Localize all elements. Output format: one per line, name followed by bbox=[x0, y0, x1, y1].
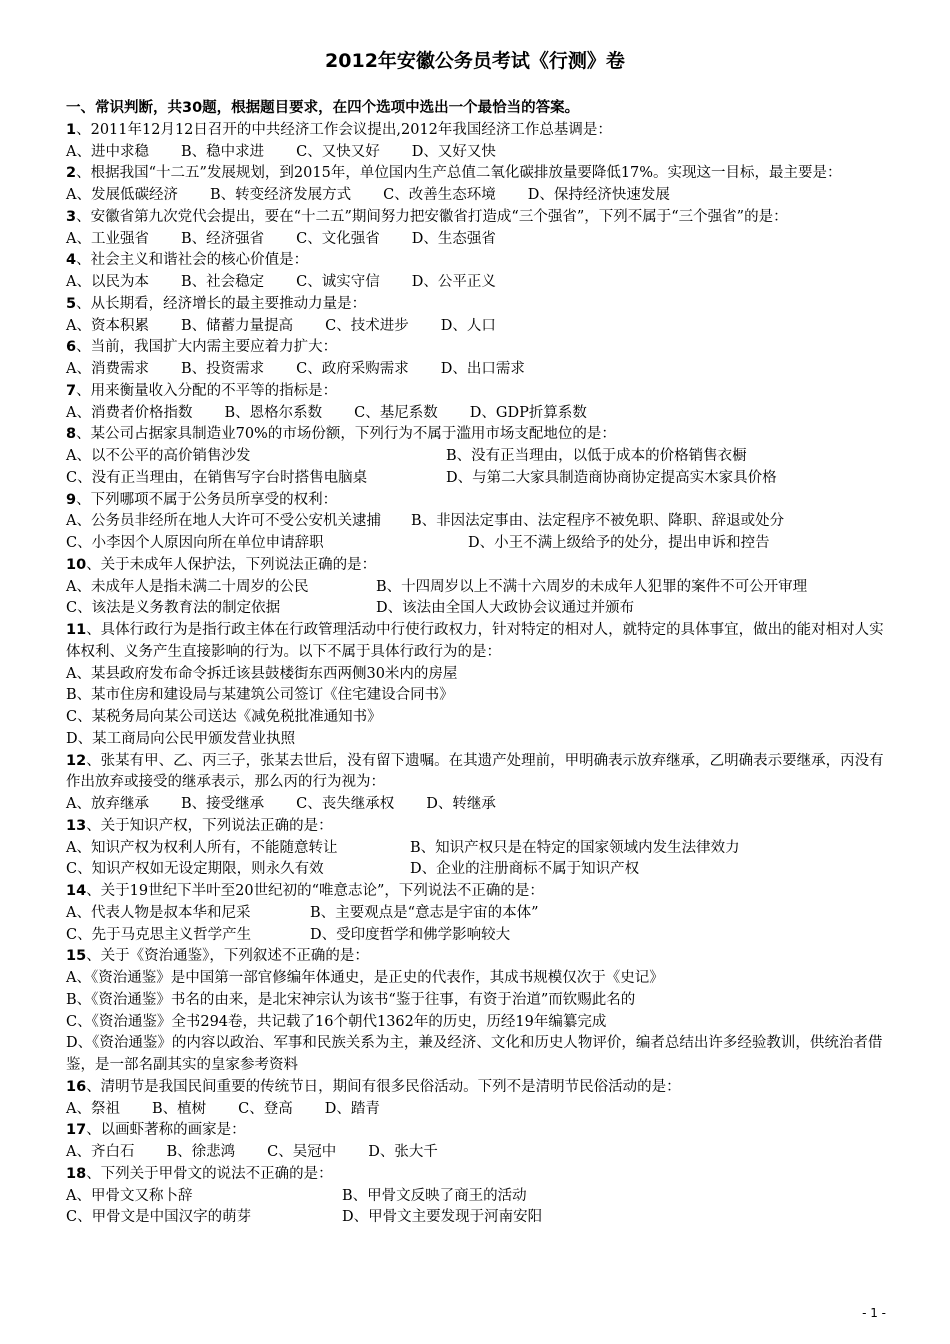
options-row bbox=[66, 446, 886, 468]
question-text: 、根据我国“十二五”发展规划，到2015年，单位国内生产总值二氧化碳排放量要降低17%。实现这一目标，最主要是： bbox=[76, 165, 842, 182]
question-1 bbox=[66, 120, 886, 142]
option-d: D、出口需求 bbox=[440, 361, 525, 377]
question-text: 、关于未成年人保护法，下列说法正确的是： bbox=[86, 556, 377, 573]
option-d: D、受印度哲学和佛学影响较大 bbox=[310, 926, 511, 943]
document-body bbox=[66, 98, 886, 1229]
question-text: 、具体行政行为是指行政主体在行政管理活动中行使行政权力，针对特定的相对人，就特定的具体事宜，做出的能对相对人实体权利、义务产生直接影响的行为。以下不属于具体行政行为的是： bbox=[66, 622, 884, 660]
option-a: A、齐白石 bbox=[66, 1144, 135, 1160]
option-b: B、投资需求 bbox=[180, 361, 265, 377]
option-a: A、发展低碳经济 bbox=[66, 187, 178, 203]
question-number: 13 bbox=[66, 817, 87, 834]
question-14 bbox=[66, 881, 886, 903]
question-number: 5 bbox=[66, 295, 77, 312]
option-a: A、公务员非经所在地人大许可不受公安机关逮捕 bbox=[66, 513, 381, 530]
question-number: 2 bbox=[66, 165, 77, 182]
option-c: C、知识产权如无设定期限，则永久有效 bbox=[66, 861, 324, 878]
options-row bbox=[66, 903, 886, 925]
question-number: 12 bbox=[66, 752, 87, 769]
option-c: C、改善生态环境 bbox=[383, 187, 496, 203]
option-a: A、进中求稳 bbox=[66, 143, 149, 160]
question-number: 4 bbox=[66, 252, 77, 269]
options-row bbox=[66, 859, 886, 881]
question-13 bbox=[66, 816, 886, 838]
question-number: 8 bbox=[66, 426, 77, 443]
option-d: D、踏青 bbox=[324, 1100, 380, 1117]
option-c: C、政府采购需求 bbox=[296, 361, 409, 377]
option-a: A、消费者价格指数 bbox=[66, 404, 193, 421]
option-b: B、非因法定事由、法定程序不被免职、降职、辞退或处分 bbox=[410, 513, 785, 530]
question-2 bbox=[66, 163, 886, 185]
question-12 bbox=[66, 751, 886, 795]
option-d: D、某工商局向公民甲颁发营业执照 bbox=[66, 730, 296, 747]
option-c: C、登高 bbox=[238, 1100, 293, 1117]
options-row bbox=[66, 185, 886, 207]
option-c: C、又快又好 bbox=[296, 143, 380, 160]
option-c: C、基尼系数 bbox=[354, 404, 438, 421]
option-b: B、徐悲鸿 bbox=[166, 1144, 236, 1160]
option-b: B、接受继承 bbox=[180, 796, 265, 812]
option-d: D、《资治通鉴》的内容以政治、军事和民族关系为主，兼及经济、文化和历史人物评价，编者总结出许多经验教训，供统治者借鉴，是一部名副其实的皇家参考资料 bbox=[66, 1035, 883, 1073]
option-b: B、植树 bbox=[151, 1100, 207, 1117]
option-b: B、社会稳定 bbox=[180, 274, 265, 290]
options-row bbox=[66, 925, 886, 947]
question-text: 、用来衡量收入分配的不平等的指标是： bbox=[76, 382, 338, 399]
option-d: D、与第二大家具制造商协商协定提高实木家具价格 bbox=[446, 469, 777, 486]
option-c: C、文化强省 bbox=[296, 230, 380, 247]
question-number: 15 bbox=[66, 948, 87, 965]
document-title: 2012年安徽公务员考试《行测》卷 bbox=[325, 50, 625, 72]
options-row bbox=[66, 403, 886, 425]
option-c: C、某税务局向某公司送达《减免税批准通知书》 bbox=[66, 709, 382, 725]
option-c: C、先于马克思主义哲学产生 bbox=[66, 926, 252, 943]
option-b: B、恩格尔系数 bbox=[224, 404, 323, 421]
option-c: C、没有正当理由，在销售写字台时搭售电脑桌 bbox=[66, 469, 368, 486]
question-11 bbox=[66, 620, 886, 664]
option-d: D、甲骨文主要发现于河南安阳 bbox=[342, 1209, 543, 1226]
question-text: 、安徽省第九次党代会提出，要在“十二五”期间努力把安徽省打造成“三个强省”，下列不属于“三个强省”的是： bbox=[76, 208, 788, 225]
question-text: 、社会主义和谐社会的核心价值是： bbox=[76, 252, 309, 269]
option-a: A、祭祖 bbox=[66, 1100, 120, 1117]
question-8 bbox=[66, 424, 886, 446]
question-4 bbox=[66, 250, 886, 272]
option-d: D、保持经济快速发展 bbox=[527, 187, 670, 203]
option-a: A、以民为本 bbox=[66, 274, 149, 290]
question-3 bbox=[66, 207, 886, 229]
option-b: B、主要观点是“意志是宇宙的本体” bbox=[310, 904, 539, 921]
question-18 bbox=[66, 1164, 886, 1186]
options-row bbox=[66, 794, 886, 816]
question-number: 3 bbox=[66, 208, 77, 225]
question-number: 18 bbox=[66, 1165, 87, 1182]
options-row bbox=[66, 1142, 886, 1164]
option-d: D、转继承 bbox=[426, 796, 496, 812]
question-text: 、关于19世纪下半叶至20世纪初的“唯意志论”，下列说法不正确的是： bbox=[86, 883, 544, 899]
question-text: 、关于知识产权，下列说法正确的是： bbox=[86, 817, 333, 834]
page-number: - 1 - bbox=[862, 1306, 886, 1320]
question-number: 7 bbox=[66, 382, 77, 399]
question-number: 11 bbox=[66, 622, 87, 638]
option-c: C、该法是义务教育法的制定依据 bbox=[66, 600, 281, 617]
option-b: B、转变经济发展方式 bbox=[209, 187, 352, 203]
question-number: 6 bbox=[66, 339, 77, 356]
question-7 bbox=[66, 381, 886, 403]
options-row bbox=[66, 272, 886, 294]
option-c: C、吴冠中 bbox=[267, 1144, 337, 1160]
question-number: 9 bbox=[66, 491, 77, 508]
option-a: A、以不公平的高价销售沙发 bbox=[66, 448, 251, 464]
option-a: A、消费需求 bbox=[66, 361, 149, 377]
option-a: A、资本积累 bbox=[66, 317, 149, 334]
option-b: B、没有正当理由，以低于成本的价格销售衣橱 bbox=[446, 448, 747, 464]
options-row bbox=[66, 142, 886, 164]
option-d: D、企业的注册商标不属于知识产权 bbox=[410, 861, 640, 878]
option-d: D、张大千 bbox=[368, 1144, 438, 1160]
option-b: B、某市住房和建设局与某建筑公司签订《住宅建设合同书》 bbox=[66, 687, 454, 704]
option-d: D、GDP折算系数 bbox=[469, 404, 587, 421]
question-text: 、某公司占据家具制造业70%的市场份额，下列行为不属于滥用市场支配地位的是： bbox=[76, 426, 616, 443]
question-number: 17 bbox=[66, 1122, 87, 1139]
option-b: B、经济强省 bbox=[180, 230, 265, 247]
option-b: B、十四周岁以上不满十六周岁的未成年人犯罪的案件不可公开审理 bbox=[376, 578, 808, 595]
option-d: D、公平正义 bbox=[411, 274, 496, 290]
options-row bbox=[66, 511, 886, 533]
question-17 bbox=[66, 1120, 886, 1142]
option-a: A、知识产权为权利人所有，不能随意转让 bbox=[66, 839, 338, 856]
option-d: D、人口 bbox=[440, 317, 496, 334]
options-row bbox=[66, 838, 886, 860]
options-row bbox=[66, 468, 886, 490]
options-row bbox=[66, 1099, 886, 1121]
question-6 bbox=[66, 337, 886, 359]
option-a: A、放弃继承 bbox=[66, 796, 149, 812]
question-10 bbox=[66, 555, 886, 577]
options-row bbox=[66, 577, 886, 599]
option-b: B、甲骨文反映了商王的活动 bbox=[342, 1187, 527, 1204]
question-text: 、关于《资治通鉴》，下列叙述不正确的是： bbox=[86, 948, 369, 965]
question-5 bbox=[66, 294, 886, 316]
question-text: 、从长期看，经济增长的最主要推动力量是： bbox=[76, 295, 367, 312]
options-row bbox=[66, 316, 886, 338]
option-a: A、某县政府发布命令拆迁该县鼓楼街东西两侧30米内的房屋 bbox=[66, 665, 458, 682]
options-row bbox=[66, 359, 886, 381]
question-number: 1 bbox=[66, 121, 77, 138]
option-d: D、生态强省 bbox=[411, 230, 496, 247]
option-d: D、小王不满上级给予的处分，提出申诉和控告 bbox=[468, 535, 770, 551]
question-text: 、下列关于甲骨文的说法不正确的是： bbox=[86, 1165, 333, 1182]
question-number: 10 bbox=[66, 556, 87, 573]
option-d: D、又好又快 bbox=[411, 143, 496, 160]
option-a: A、代表人物是叔本华和尼采 bbox=[66, 904, 251, 921]
question-number: 16 bbox=[66, 1078, 87, 1095]
question-15 bbox=[66, 946, 886, 968]
options-row bbox=[66, 533, 886, 555]
question-text: 、下列哪项不属于公务员所享受的权利： bbox=[76, 491, 338, 508]
question-text: 、当前，我国扩大内需主要应着力扩大： bbox=[76, 339, 338, 356]
option-c: C、技术进步 bbox=[325, 317, 409, 334]
question-text: 、张某有甲、乙、丙三子，张某去世后，没有留下遗嘱。在其遗产处理前，甲明确表示放弃继承，乙明确表示要继承，丙没有作出放弃或接受的继承表示，那么丙的行为视为： bbox=[66, 752, 884, 791]
question-16 bbox=[66, 1077, 886, 1099]
options-row bbox=[66, 229, 886, 251]
options-row bbox=[66, 598, 886, 620]
question-text: 、清明节是我国民间重要的传统节日，期间有很多民俗活动。下列不是清明节民俗活动的是： bbox=[86, 1078, 681, 1095]
question-text: 、2011年12月12日召开的中共经济工作会议提出,2012年我国经济工作总基调是： bbox=[76, 121, 612, 138]
option-c: C、甲骨文是中国汉字的萌芽 bbox=[66, 1209, 252, 1226]
option-a: A、《资治通鉴》是中国第一部官修编年体通史，是正史的代表作，其成书规模仅次于《史记》 bbox=[66, 970, 664, 986]
question-text: 、以画虾著称的画家是： bbox=[86, 1122, 246, 1139]
option-c: C、诚实守信 bbox=[296, 274, 380, 290]
options-row bbox=[66, 1186, 886, 1208]
question-9 bbox=[66, 490, 886, 512]
option-a: A、甲骨文又称卜辞 bbox=[66, 1187, 193, 1204]
question-number: 14 bbox=[66, 883, 87, 899]
option-b: B、储蓄力量提高 bbox=[180, 317, 294, 334]
option-b: B、《资治通鉴》书名的由来，是北宋神宗认为该书“鉴于往事，有资于治道”而钦赐此名的 bbox=[66, 991, 636, 1008]
option-b: B、知识产权只是在特定的国家领域内发生法律效力 bbox=[410, 839, 740, 856]
option-a: A、未成年人是指未满二十周岁的公民 bbox=[66, 578, 309, 595]
section-header: 一、常识判断，共30题，根据题目要求，在四个选项中选出一个最恰当的答案。 bbox=[66, 100, 580, 116]
option-c: C、《资治通鉴》全书294卷，共记载了16个朝代1362年的历史，历经19年编纂完成 bbox=[66, 1013, 607, 1030]
options-row bbox=[66, 1207, 886, 1229]
option-c: C、小李因个人原因向所在单位申请辞职 bbox=[66, 535, 324, 551]
option-a: A、工业强省 bbox=[66, 230, 149, 247]
option-d: D、该法由全国人大政协会议通过并颁布 bbox=[376, 600, 635, 617]
option-b: B、稳中求进 bbox=[180, 143, 265, 160]
option-c: C、丧失继承权 bbox=[296, 796, 395, 812]
